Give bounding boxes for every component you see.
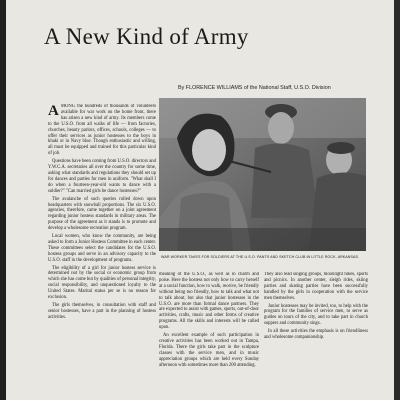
body-paragraph: The girls themselves, in consultation with staff and senior hostesses, have a part in the planning of hostess activities. [48, 303, 156, 320]
drop-cap: A [48, 104, 59, 119]
article-title: A New Kind of Army [44, 24, 249, 49]
photo-caption: WAR WORKER TAKES FOR SOLDIERS AT THE U.S.O. PANTS AND SKETCH CLUB IN LITTLE ROCK, ARKANSAS. [161, 255, 360, 259]
left-text-column [48, 104, 156, 400]
middle-text-column [159, 272, 259, 400]
right-text-column [264, 272, 368, 400]
body-paragraph: An excellent example of such participation in creative activities has been worked out in Tampa, Florida. There the girls take part in the sculpture classes with the service men, and in music appreciation groups which are held every Sunday afternoon with sometimes more than 200 attending. [159, 333, 259, 368]
body-paragraph: The avalanche of such queries rolled down upon headquarters with snowball proportions. The six U.S.O. agencies, therefore, came together on a joint agreement regarding junior hostess standards in military areas. The purpose of the agreement as it stands is to promote and develop a wholesome recreation program. [48, 196, 156, 232]
article-photo [159, 98, 366, 251]
magazine-page [6, 0, 394, 400]
photo-woman-and-soldiers [159, 98, 366, 251]
body-paragraph: Junior hostesses may be invited, too, to help with the program for the families of service men, to serve as guides on tours of the city, and to take part in church suppers and community sings. [264, 303, 368, 327]
body-paragraph: In all these activities the emphasis is on friendliness and wholesome companionship. [264, 329, 368, 341]
lead-paragraph-text: MONG the hundreds of thousands of volunteers available for war work on the home front, there has arisen a new kind of army. Its members come to the U.S.O. from all walks of life — from factories, churches, beauty parlors, offices, schools, colleges — to offer their services as junior hostesses to the boys in khaki or in Navy blue. Though enthusiastic and willing, all must be equipped and trained for this particular kind of job. [48, 104, 156, 157]
body-paragraph: meaning of the U.S.O., as well as in charm and poise. Here the hostess not only how to carry herself at a social function, how to walk, receive, be friendly without being too friendly, how to talk and what not to talk about, but also that junior hostesses in the U.S.O. are more than formal dance partners. They are expected to assist with games, sports, out-of-door activities, crafts, music and other forms of creative programs. All the skills and interests will be called upon. [159, 272, 259, 331]
body-paragraph: They also lead singing groups, moonlight hikes, sports and picnics. In another center, sleigh rides, skiing parties and skating parties have been successfully handled by the girls in cooperation with the service men themselves. [264, 272, 368, 301]
lead-paragraph [48, 104, 156, 157]
article-byline: By FLORENCE WILLIAMS of the National Staff, U.S.O. Division [178, 85, 331, 91]
body-paragraph: The eligibility of a girl for junior hostess service is determined not by the social or economic group from which she has come but by qualities of personal integrity, social responsibility, and unquestioned loyalty to the United States. Marital status per se is no reason for exclusion. [48, 265, 156, 301]
body-paragraph: Questions have been coming from U.S.O. directors and Y.W.C.A. secretaries all over the country for some time, asking what standards and regulations they should set up for dances and parties for men in uniform. "What shall I do when a fourteen-year-old wants to dance with a soldier?" "Can married girls be dance hostesses?" [48, 159, 156, 194]
body-paragraph: Local women, who know the community, are being asked to form a Junior Hostess Committee in each center. These committees select the candidates for the U.S.O. hostess groups and serve in an advisory capacity to the U.S.O. staff in the development of programs. [48, 234, 156, 263]
